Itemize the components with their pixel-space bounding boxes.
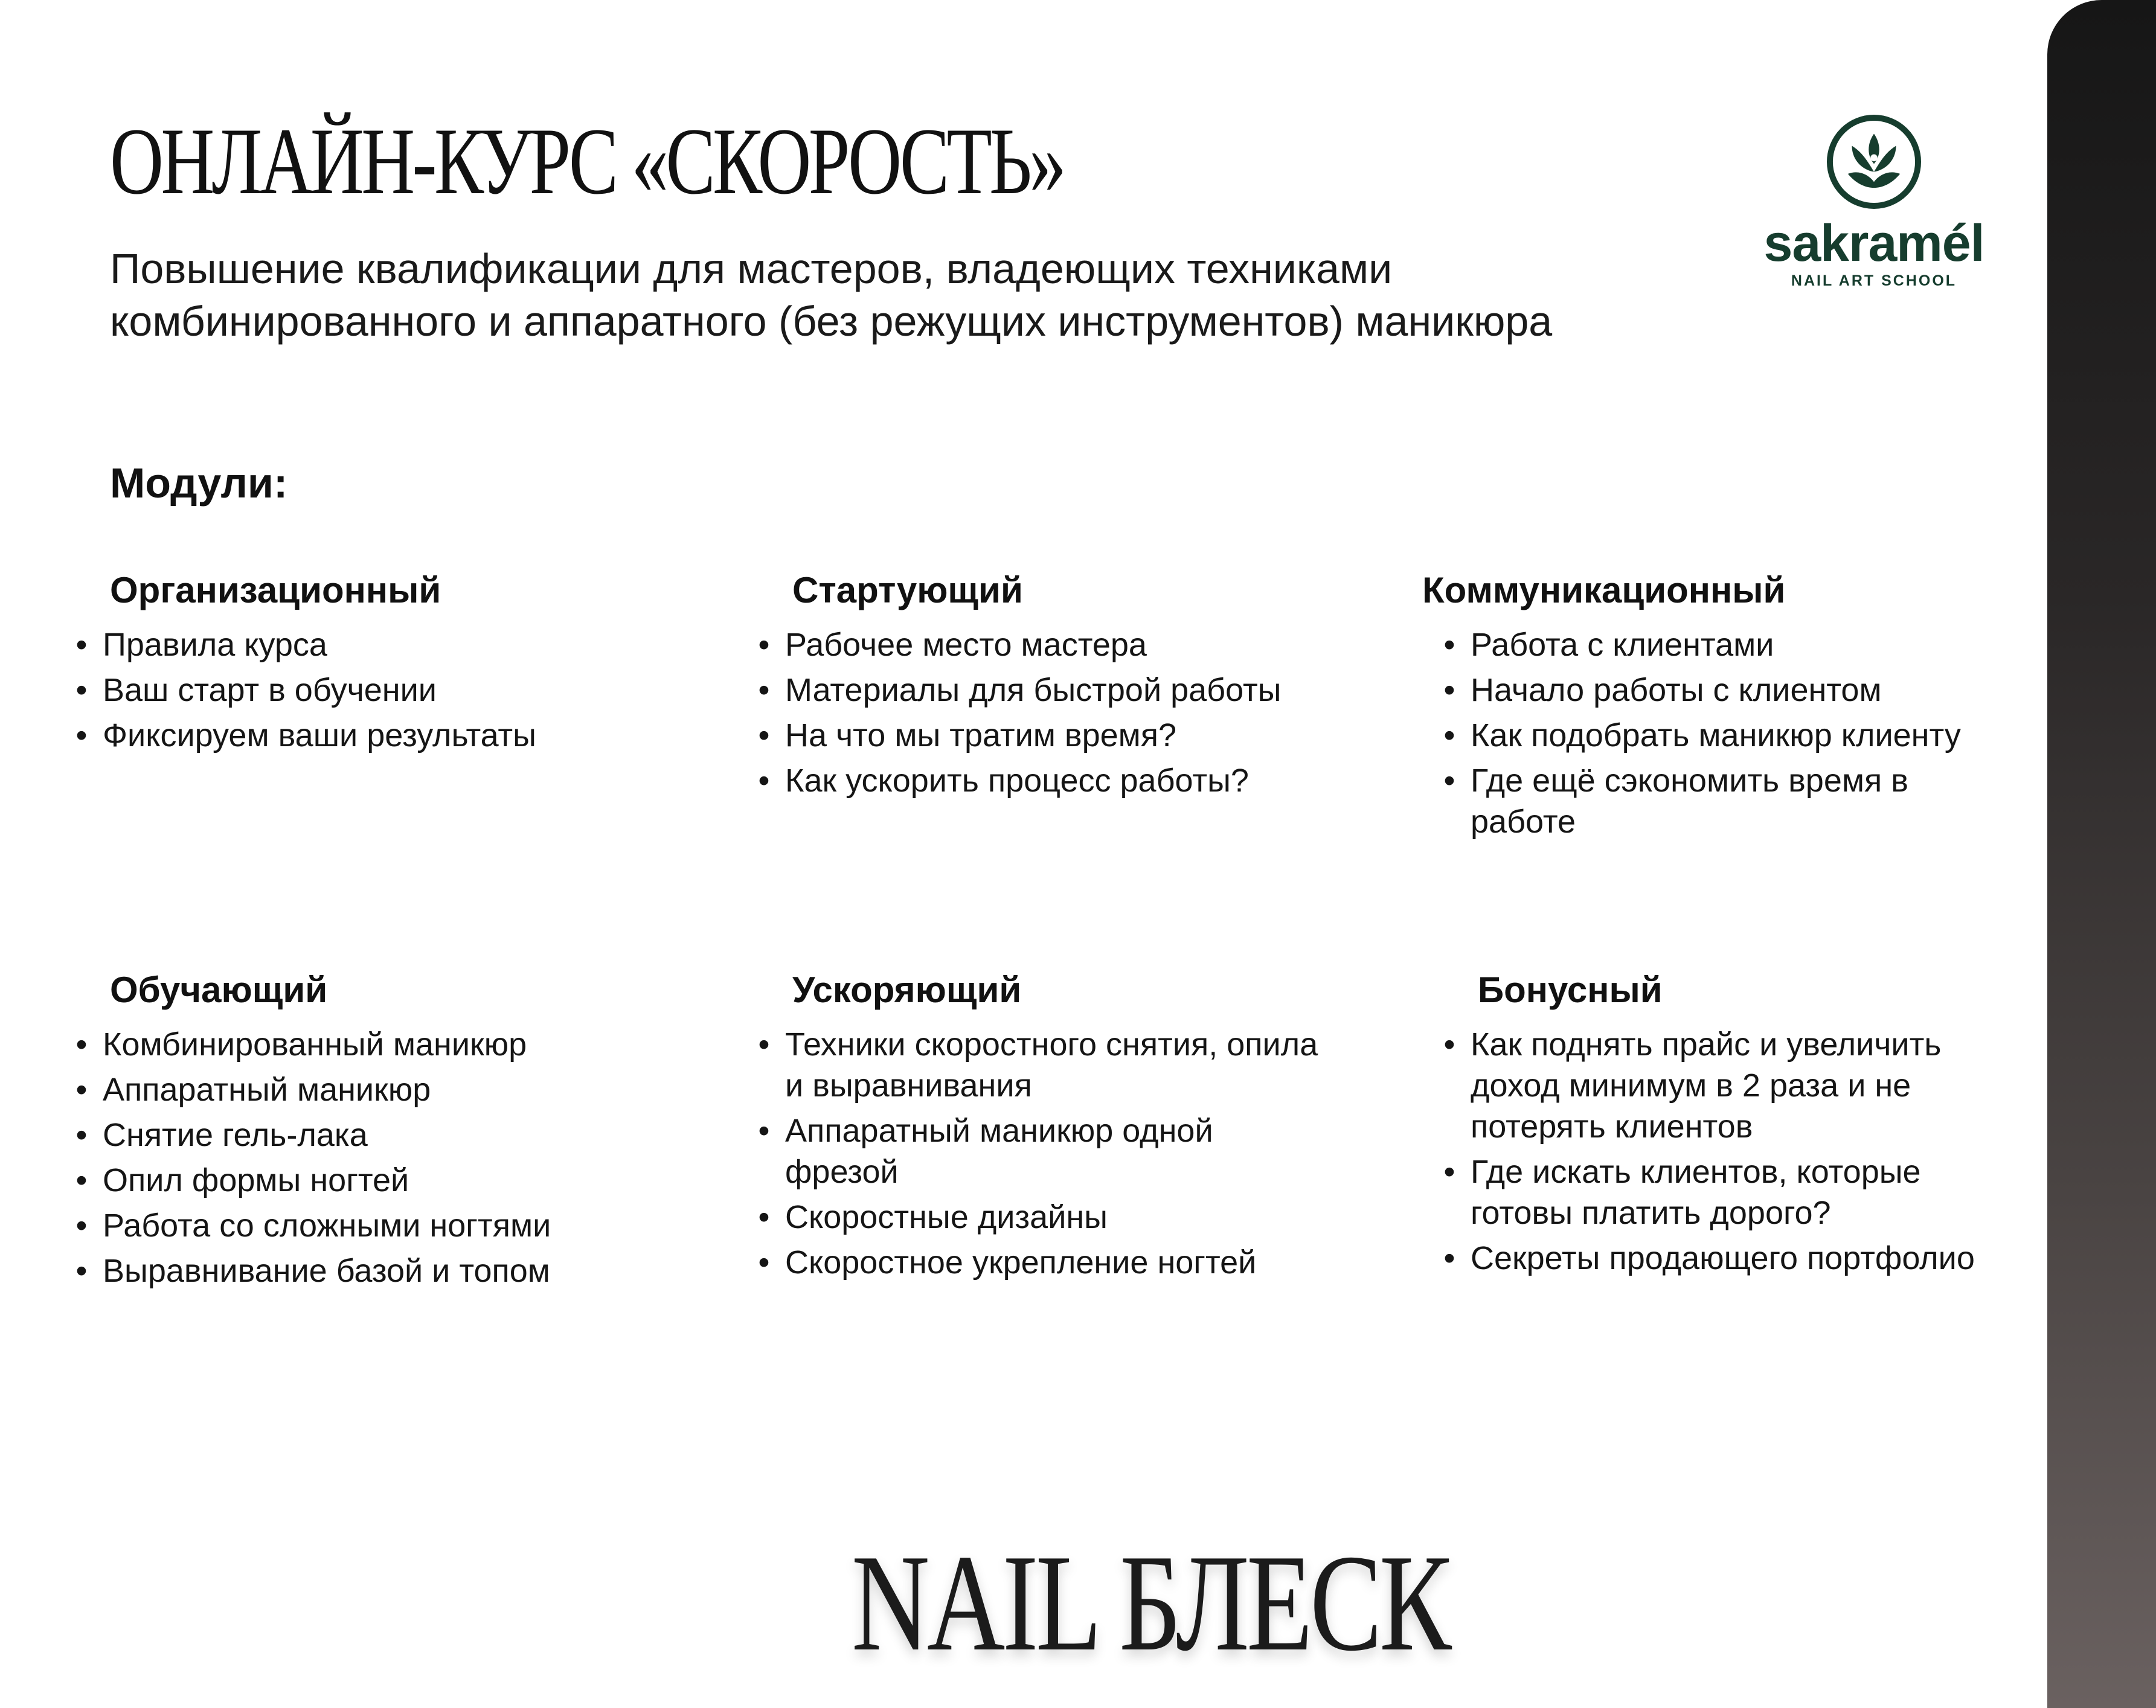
modules-heading: Модули: bbox=[110, 459, 288, 507]
bullet-icon: • bbox=[758, 1113, 770, 1149]
list-item: • Аппаратный маникюр одной фрезой bbox=[755, 1110, 1329, 1192]
module-title: Ускоряющий bbox=[792, 970, 1022, 1010]
list-item: • Как подобрать маникюр клиенту bbox=[1440, 715, 2014, 756]
module-item-list bbox=[72, 1024, 676, 1291]
bullet-icon: • bbox=[75, 717, 88, 753]
list-item: • Скоростное укрепление ногтей bbox=[755, 1242, 1329, 1283]
list-item: • Где ещё сэкономить время в работе bbox=[1440, 760, 2014, 842]
bullet-icon: • bbox=[1443, 1026, 1455, 1063]
module-organizational bbox=[72, 568, 676, 760]
list-item: • Выравнивание базой и топом bbox=[72, 1250, 676, 1291]
list-item: • Опил формы ногтей bbox=[72, 1160, 676, 1201]
bullet-icon: • bbox=[1443, 717, 1455, 753]
list-item: • Снятие гель-лака bbox=[72, 1115, 676, 1156]
bullet-icon: • bbox=[758, 1026, 770, 1063]
list-item: • На что мы тратим время? bbox=[755, 715, 1329, 756]
bullet-icon: • bbox=[758, 1244, 770, 1281]
list-item: • Работа с клиентами bbox=[1440, 624, 2014, 665]
module-item-list bbox=[755, 1024, 1329, 1283]
bullet-icon: • bbox=[75, 627, 88, 663]
list-item: • Начало работы с клиентом bbox=[1440, 670, 2014, 711]
bullet-icon: • bbox=[758, 717, 770, 753]
lotus-in-circle-icon bbox=[1824, 112, 1924, 212]
bullet-icon: • bbox=[75, 1207, 88, 1244]
bullet-icon: • bbox=[1443, 1154, 1455, 1190]
list-item: • Где искать клиентов, которые готовы платить дорого? bbox=[1440, 1151, 2014, 1233]
bullet-icon: • bbox=[75, 1117, 88, 1153]
list-item: • Работа со сложными ногтями bbox=[72, 1205, 676, 1246]
bullet-icon: • bbox=[75, 1253, 88, 1289]
logo-wordmark: sakramél bbox=[1763, 214, 1984, 272]
course-description: Повышение квалификации для мастеров, владеющих техниками комбинированного и аппаратного (без режущих инструментов) маникюра bbox=[110, 245, 1553, 345]
module-item-list bbox=[72, 624, 676, 756]
module-item-list bbox=[755, 624, 1329, 801]
module-title: Обучающий bbox=[110, 970, 328, 1010]
list-item: • Скоростные дизайны bbox=[755, 1197, 1329, 1238]
page-title: ОНЛАЙН-КУРС «СКОРОСТЬ» bbox=[110, 109, 1064, 214]
bullet-icon: • bbox=[1443, 1240, 1455, 1276]
list-item: • Комбинированный маникюр bbox=[72, 1024, 676, 1065]
list-item: • Как ускорить процесс работы? bbox=[755, 760, 1329, 801]
list-item: • Фиксируем ваши результаты bbox=[72, 715, 676, 756]
logo-tagline: NAIL ART SCHOOL bbox=[1791, 272, 1957, 289]
list-item: • Ваш старт в обучении bbox=[72, 670, 676, 711]
bullet-icon: • bbox=[758, 763, 770, 799]
bullet-icon: • bbox=[75, 672, 88, 708]
list-item: • Секреты продающего портфолио bbox=[1440, 1238, 2014, 1279]
module-title: Бонусный bbox=[1478, 970, 1663, 1010]
bullet-icon: • bbox=[75, 1072, 88, 1108]
side-decor-strip bbox=[2047, 0, 2156, 1708]
module-bonus bbox=[1440, 967, 2014, 1283]
bullet-icon: • bbox=[75, 1162, 88, 1198]
list-item: • Материалы для быстрой работы bbox=[755, 670, 1329, 711]
school-logo bbox=[1738, 112, 2010, 293]
bullet-icon: • bbox=[1443, 627, 1455, 663]
bullet-icon: • bbox=[1443, 763, 1455, 799]
bullet-icon: • bbox=[758, 627, 770, 663]
bullet-icon: • bbox=[75, 1026, 88, 1063]
list-item: • Рабочее место мастера bbox=[755, 624, 1329, 665]
list-item: • Аппаратный маникюр bbox=[72, 1069, 676, 1110]
module-title: Стартующий bbox=[792, 570, 1023, 610]
module-item-list bbox=[1440, 1024, 2014, 1279]
module-title: Организационный bbox=[110, 570, 441, 610]
module-item-list bbox=[1440, 624, 2014, 842]
bullet-icon: • bbox=[1443, 672, 1455, 708]
list-item: • Как поднять прайс и увеличить доход минимум в 2 раза и не потерять клиентов bbox=[1440, 1024, 2014, 1147]
bullet-icon: • bbox=[758, 672, 770, 708]
module-communication bbox=[1422, 568, 2014, 846]
bullet-icon: • bbox=[758, 1199, 770, 1235]
list-item: • Правила курса bbox=[72, 624, 676, 665]
module-accelerating bbox=[755, 967, 1329, 1287]
module-training bbox=[72, 967, 676, 1296]
footer-brand-logo: NAIL БЛЕСК bbox=[852, 1526, 1449, 1680]
module-starting bbox=[755, 568, 1329, 805]
module-title: Коммуникационный bbox=[1422, 570, 1786, 610]
list-item: • Техники скоростного снятия, опила и выравнивания bbox=[755, 1024, 1329, 1106]
